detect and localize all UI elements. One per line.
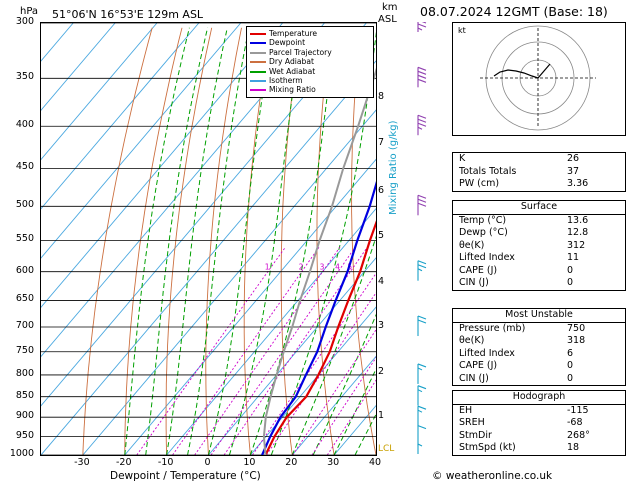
- legend-item: [250, 48, 370, 57]
- pressure-tick-label: 350: [15, 71, 34, 83]
- row-label: Pressure (mb): [459, 322, 526, 334]
- row-label: θe(K): [459, 239, 485, 251]
- indices-table-surface: [452, 200, 626, 291]
- table-row: [453, 215, 625, 228]
- pressure-tick-label: 800: [15, 367, 34, 379]
- pressure-tick-label: 1000: [9, 448, 34, 459]
- legend-item: [250, 76, 370, 85]
- temperature-tick-label: 20: [285, 457, 298, 468]
- svg-text:3: 3: [319, 262, 325, 272]
- chart-date-title: 08.07.2024 12GMT (Base: 18): [420, 4, 608, 19]
- hodograph-panel: [452, 22, 626, 136]
- height-tick-label: 2: [378, 365, 385, 377]
- copyright-label: © weatheronline.co.uk: [432, 470, 553, 482]
- legend-label: Temperature: [269, 29, 318, 38]
- height-unit-asl-label: ASL: [378, 14, 397, 25]
- table-row: [453, 265, 625, 278]
- pressure-tick-label: 550: [15, 233, 34, 245]
- temperature-tick-label: 30: [327, 457, 340, 468]
- indices-table-hodograph: [452, 390, 626, 456]
- indices-table-top: [452, 152, 626, 192]
- pressure-tick-label: 950: [15, 429, 34, 441]
- pressure-tick-label: 750: [15, 344, 34, 356]
- row-label: Lifted Index: [459, 252, 515, 263]
- row-value: -68: [567, 417, 583, 428]
- temperature-tick-label: -20: [115, 457, 132, 468]
- height-tick-label: 1: [378, 410, 385, 422]
- pressure-tick-label: 300: [15, 16, 34, 27]
- temperature-tick-label: 40: [368, 457, 382, 468]
- table-row: [453, 240, 625, 253]
- row-value: 18: [567, 442, 580, 453]
- legend-swatch: [250, 89, 266, 91]
- station-title: 51°06'N 16°53'E 129m ASL: [52, 8, 204, 21]
- row-value: 11: [567, 252, 580, 263]
- x-axis-title: Dewpoint / Temperature (°C): [110, 470, 261, 482]
- legend-item: [250, 57, 370, 66]
- table-row: [453, 252, 625, 265]
- row-value: 0: [567, 264, 574, 276]
- table-row: [453, 227, 625, 240]
- legend-label: Mixing Ratio: [269, 85, 316, 95]
- legend-label: Dry Adiabat: [269, 57, 314, 67]
- pressure-unit-label: hPa: [20, 6, 39, 17]
- row-label: Dewp (°C): [459, 227, 508, 238]
- table-row: [453, 430, 625, 443]
- legend-swatch: [250, 33, 266, 35]
- svg-text:4: 4: [335, 262, 340, 272]
- row-value: 12.8: [567, 227, 589, 238]
- temperature-tick-label: 10: [243, 457, 256, 468]
- row-label: EH: [459, 404, 473, 416]
- legend-item: [250, 67, 370, 76]
- row-label: PW (cm): [459, 178, 500, 189]
- row-label: Totals Totals: [459, 165, 517, 177]
- row-label: Lifted Index: [459, 347, 515, 359]
- height-tick-label: 8: [378, 91, 385, 103]
- temperature-tick-label: 0: [204, 457, 211, 468]
- row-value: 318: [567, 335, 586, 346]
- height-unit-label: km: [382, 2, 398, 13]
- row-label: K: [459, 153, 466, 164]
- legend-swatch: [250, 52, 266, 54]
- legend-item: [250, 29, 370, 38]
- row-value: -115: [567, 404, 589, 416]
- table-row: [453, 335, 625, 348]
- height-tick-label: 3: [378, 320, 385, 332]
- table-row: [453, 166, 625, 179]
- pressure-tick-label: 450: [15, 161, 34, 173]
- pressure-tick-label: 900: [15, 410, 34, 422]
- pressure-tick-label: 700: [15, 320, 34, 332]
- table-section-title: Hodograph: [512, 391, 566, 402]
- table-row: [453, 360, 625, 373]
- row-value: 0: [567, 360, 574, 371]
- row-value: 268°: [567, 429, 590, 441]
- table-row: [453, 178, 625, 191]
- table-row: [453, 417, 625, 430]
- row-value: 312: [567, 239, 586, 251]
- mixing-ratio-axis-title: Mixing Ratio (g/kg): [388, 120, 399, 215]
- pressure-tick-label: 600: [15, 264, 34, 276]
- table-row: [453, 277, 625, 290]
- table-row: [453, 348, 625, 361]
- legend-swatch: [250, 71, 266, 73]
- temperature-tick-label: -30: [74, 457, 90, 468]
- legend-label: Dewpoint: [269, 38, 306, 48]
- row-label: StmDir: [459, 429, 492, 441]
- wind-barb-column: [404, 22, 436, 454]
- row-value: 26: [567, 153, 580, 164]
- row-label: CIN (J): [459, 277, 489, 288]
- row-value: 6: [567, 347, 574, 359]
- row-value: 3.36: [567, 178, 589, 189]
- lcl-label: LCL: [378, 444, 395, 454]
- table-row: [453, 373, 625, 386]
- table-row: [453, 323, 625, 336]
- legend-label: Isotherm: [269, 76, 303, 86]
- row-label: Temp (°C): [459, 214, 507, 226]
- height-tick-label: 6: [378, 184, 385, 196]
- svg-text:5: 5: [347, 262, 353, 272]
- legend-label: Parcel Trajectory: [269, 47, 332, 57]
- row-label: SREH: [459, 417, 485, 428]
- row-label: CAPE (J): [459, 360, 498, 371]
- svg-text:1: 1: [264, 262, 270, 272]
- legend-item: [250, 38, 370, 47]
- row-label: StmSpd (kt): [459, 442, 516, 453]
- table-row: [453, 442, 625, 455]
- row-label: CIN (J): [459, 372, 489, 384]
- temperature-tick-label: -10: [157, 457, 174, 468]
- table-row: [453, 405, 625, 418]
- pressure-tick-label: 850: [15, 389, 34, 401]
- chart-legend: [246, 26, 374, 98]
- indices-table-most-unstable: [452, 308, 626, 386]
- table-row: [453, 153, 625, 166]
- height-tick-label: 5: [378, 230, 385, 242]
- pressure-tick-label: 650: [15, 293, 34, 305]
- svg-text:2: 2: [298, 262, 304, 272]
- legend-swatch: [250, 61, 266, 63]
- pressure-tick-label: 500: [15, 199, 34, 211]
- height-tick-label: 4: [378, 276, 385, 288]
- legend-label: Wet Adiabat: [269, 66, 316, 76]
- row-value: 750: [567, 322, 586, 334]
- row-label: CAPE (J): [459, 264, 498, 276]
- row-label: θe(K): [459, 335, 485, 346]
- row-value: 0: [567, 372, 574, 384]
- legend-item: [250, 85, 370, 94]
- row-value: 37: [567, 165, 580, 177]
- table-section-title: Most Unstable: [505, 309, 573, 320]
- height-tick-label: 7: [378, 136, 385, 148]
- pressure-tick-label: 400: [15, 119, 34, 131]
- row-value: 13.6: [567, 214, 589, 226]
- legend-swatch: [250, 42, 266, 44]
- legend-swatch: [250, 80, 266, 82]
- table-section-title: Surface: [520, 201, 558, 212]
- row-value: 0: [567, 277, 574, 288]
- hodograph-unit-label: kt: [458, 26, 466, 35]
